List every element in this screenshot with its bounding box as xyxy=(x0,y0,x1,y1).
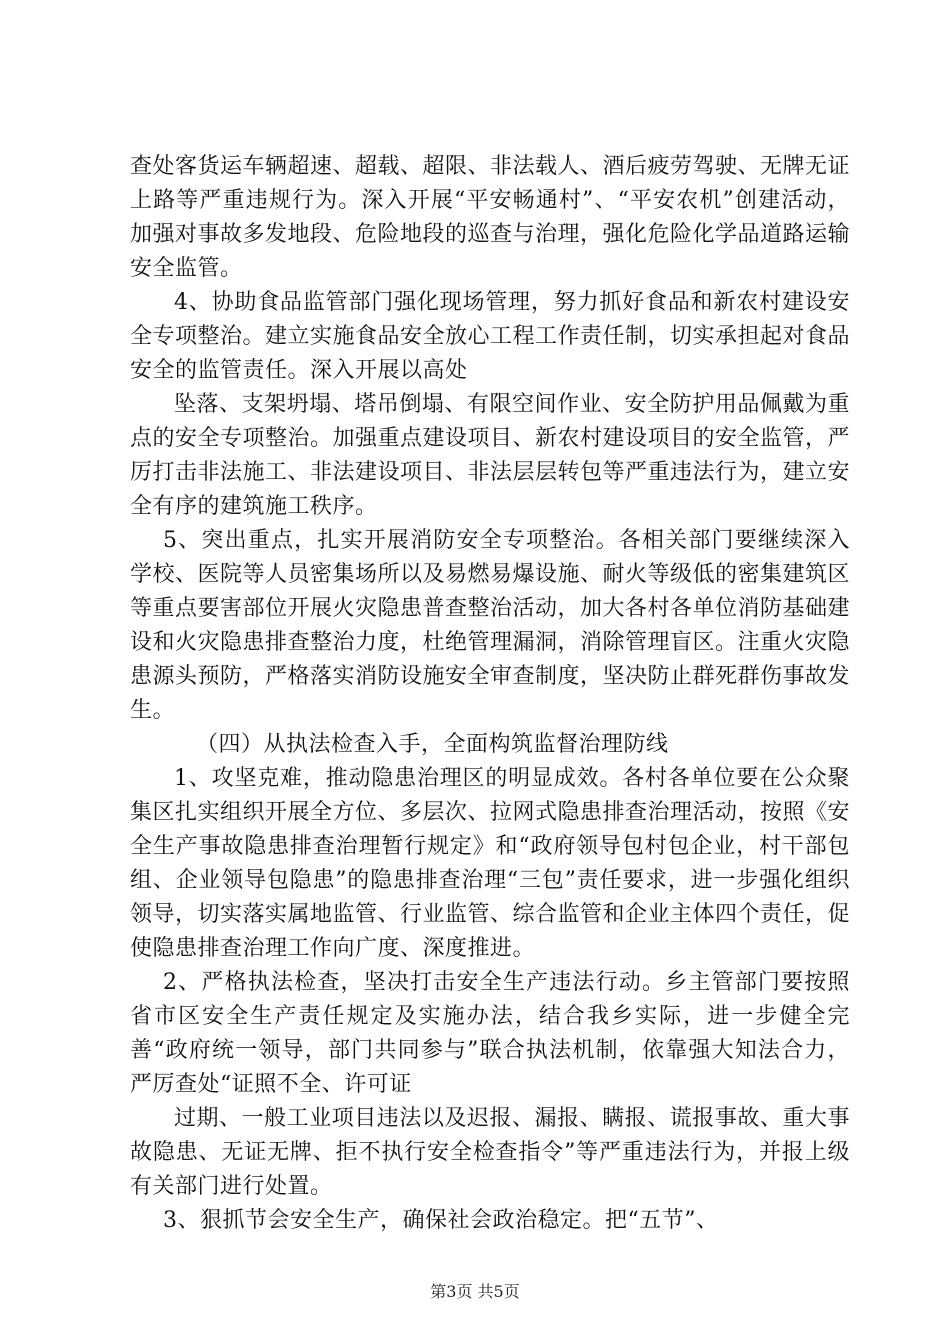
paragraph-food-safety: 4、协助食品监管部门强化现场管理，努力抓好食品和新农村建设安全专项整治。建立实施食品安全放心工程工作责任制，切实承担起对食品安全的监管责任。深入开展以高处 xyxy=(130,290,851,383)
page-number-label: 第3页 共5页 xyxy=(430,1282,520,1301)
paragraph-festival-safety: 3、狠抓节会安全生产，确保社会政治稳定。把“五节”、 xyxy=(163,1208,719,1233)
paragraph-hazard-governance: 1、攻坚克难，推动隐患治理区的明显成效。各村各单位要在公众聚集区扎实组织开展全方位、多层次、拉网式隐患排查治理活动，按照《安全生产事故隐患排查治理暂行规定》和“政府领导包村包企业，村干部包组、企业领导包隐患”的隐患排查治理“三包”责任要求，进一步强化组织领导，切实落实属地监管、行业监管、综合监管和企业主体四个责任，促使隐患排查治理工作向广度、深度推进。 xyxy=(130,766,851,961)
section-heading-four: （四）从执法检查入手，全面构筑监督治理防线 xyxy=(196,732,669,757)
document-body xyxy=(130,150,850,1238)
paragraph-road-safety: 查处客货运车辆超速、超载、超限、非法载人、酒后疲劳驾驶、无牌无证上路等严重违规行为。深入开展“平安畅通村”、“平安农机”创建活动，加强对事故多发地段、危险地段的巡查与治理，强化危险化学品道路运输安全监管。 xyxy=(130,154,851,281)
paragraph-law-enforcement-continued: 过期、一般工业项目违法以及迟报、漏报、瞒报、谎报事故、重大事故隐患、无证无牌、拒不执行安全检查指令”等严重违法行为，并报上级有关部门进行处置。 xyxy=(130,1106,850,1199)
paragraph-law-enforcement: 2、严格执法检查，坚决打击安全生产违法行动。乡主管部门要按照省市区安全生产责任规定及实施办法，结合我乡实际，进一步健全完善“政府统一领导，部门共同参与”联合执法机制，依靠强大知法合力，严厉查处“证照不全、许可证 xyxy=(130,970,850,1097)
paragraph-fire-safety: 5、突出重点，扎实开展消防安全专项整治。各相关部门要继续深入学校、医院等人员密集场所以及易燃易爆设施、耐火等级低的密集建筑区等重点要害部位开展火灾隐患普查整治活动，加大各村各单位消防基础建设和火灾隐患排查整治力度，杜绝管理漏洞，消除管理盲区。注重火灾隐患源头预防，严格落实消防设施安全审查制度，坚决防止群死群伤事故发生。 xyxy=(130,528,851,723)
page-footer xyxy=(0,1282,950,1302)
paragraph-construction-safety: 坠落、支架坍塌、塔吊倒塌、有限空间作业、安全防护用品佩戴为重点的安全专项整治。加强重点建设项目、新农村建设项目的安全监管，严厉打击非法施工、非法建设项目、非法层层转包等严重违法行为，建立安全有序的建筑施工秩序。 xyxy=(130,392,851,519)
